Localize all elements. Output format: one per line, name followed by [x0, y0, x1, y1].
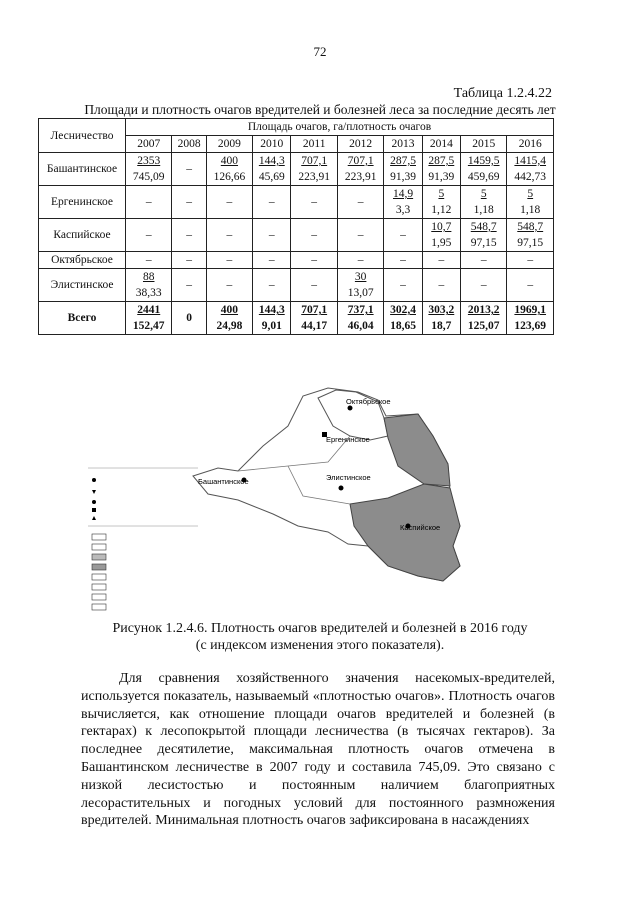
- year-header: 2010: [253, 136, 291, 153]
- forestry-name: Ергенинское: [39, 186, 126, 219]
- table-cell: [291, 252, 337, 269]
- single-value: –: [438, 279, 445, 291]
- area-value: 1459,5: [467, 155, 500, 167]
- single-value: –: [527, 254, 534, 266]
- table-row: [39, 269, 554, 302]
- table-cell: [337, 269, 383, 302]
- density-value: 97,15: [470, 237, 497, 249]
- area-value: 707,1: [301, 155, 328, 167]
- caption-line-1: Рисунок 1.2.4.6. Плотность очагов вредителей и болезней в 2016 году: [112, 621, 528, 636]
- pest-foci-table: [38, 118, 554, 335]
- table-cell: [460, 302, 506, 335]
- table-label: Таблица 1.2.4.22: [453, 86, 552, 101]
- single-value: –: [400, 254, 406, 266]
- table-cell: [172, 252, 206, 269]
- table-cell: [206, 269, 252, 302]
- page-number: 72: [313, 44, 327, 59]
- forestry-name: Каспийское: [39, 219, 126, 252]
- table-cell: [172, 219, 206, 252]
- forestry-name: Октябрьское: [39, 252, 126, 269]
- density-value: 1,12: [431, 204, 452, 216]
- area-value: 5: [438, 188, 445, 200]
- area-value: 287,5: [428, 155, 455, 167]
- table-cell: [291, 302, 337, 335]
- table-cell: [422, 153, 460, 186]
- table-cell: [384, 153, 422, 186]
- table-cell: [422, 252, 460, 269]
- table-cell: [291, 269, 337, 302]
- single-value: –: [527, 279, 534, 291]
- density-value: 125,07: [467, 320, 500, 332]
- single-value: –: [311, 279, 318, 291]
- single-value: 0: [186, 312, 192, 324]
- density-value: 38,33: [135, 287, 162, 299]
- area-value: 400: [220, 155, 239, 167]
- area-value: 144,3: [258, 155, 285, 167]
- marker-elistinskoe: [339, 486, 344, 491]
- table-cell: [126, 186, 172, 219]
- table-cell: [384, 252, 422, 269]
- table-cell: [253, 219, 291, 252]
- table-cell: [291, 219, 337, 252]
- table-cell: [507, 186, 554, 219]
- map-label-elistinskoe: Элистинское: [326, 473, 371, 482]
- area-value: 287,5: [390, 155, 416, 167]
- area-value: 10,7: [431, 221, 452, 233]
- density-value: 97,15: [517, 237, 544, 249]
- single-value: –: [226, 254, 233, 266]
- table-cell: [460, 269, 506, 302]
- area-value: 707,1: [347, 155, 374, 167]
- table-row: [39, 186, 554, 219]
- area-value: 400: [220, 304, 239, 316]
- table-cell: [507, 252, 554, 269]
- map-label-oktyabrskoe: Октябрьское: [346, 397, 391, 406]
- single-value: –: [311, 254, 318, 266]
- table-cell: [507, 153, 554, 186]
- table-cell: [422, 269, 460, 302]
- single-value: –: [357, 196, 364, 208]
- table-body: [39, 153, 554, 335]
- map-legend: [88, 468, 198, 610]
- area-value: 737,1: [347, 304, 374, 316]
- year-header: 2009: [206, 136, 252, 153]
- table-cell: [422, 302, 460, 335]
- table-cell: [206, 252, 252, 269]
- table-cell: [206, 219, 252, 252]
- table-cell: [172, 186, 206, 219]
- density-value: 1,18: [520, 204, 541, 216]
- figure-caption: [0, 620, 640, 654]
- table-cell: [384, 269, 422, 302]
- density-value: 13,07: [347, 287, 374, 299]
- map-label-kaspiyskoe: Каспийское: [400, 523, 441, 532]
- table-cell: [253, 186, 291, 219]
- area-value: 30: [354, 271, 367, 283]
- single-value: –: [186, 163, 192, 175]
- single-value: –: [480, 254, 487, 266]
- forestry-name: Башантинское: [39, 153, 126, 186]
- single-value: –: [357, 229, 364, 241]
- table-row: [39, 153, 554, 186]
- single-value: –: [186, 229, 192, 241]
- single-value: –: [145, 254, 152, 266]
- single-value: –: [400, 229, 406, 241]
- map-svg: [88, 376, 508, 616]
- table-cell: [253, 153, 291, 186]
- forestry-name: Элистинское: [39, 269, 126, 302]
- table-cell: [253, 302, 291, 335]
- single-value: –: [311, 229, 318, 241]
- table-cell: [384, 219, 422, 252]
- col-header-forestry: Лесничество: [39, 119, 126, 153]
- table-cell: [337, 153, 383, 186]
- single-value: –: [145, 229, 152, 241]
- table-cell: [126, 219, 172, 252]
- table-cell: [206, 153, 252, 186]
- area-value: 144,3: [258, 304, 285, 316]
- table-cell: [507, 219, 554, 252]
- single-value: –: [145, 196, 152, 208]
- table-cell: [337, 219, 383, 252]
- density-value: 9,01: [261, 320, 282, 332]
- density-value: 3,3: [395, 204, 411, 216]
- body-text: Для сравнения хозяйственного значения насекомых-вредителей, используется показатель, называемый «плотностью очагов». Плотность очагов вычисляется, как отношение площади очагов вредителей и болезней (в гектарах) к лесопокрытой площади лесничества (в тысячах гектаров). За последнее десятилетие, максимальная плотность очагов отмечена в Башантинском лесничестве в 2007 году и составила 745,09. Это связано с низкой лесистостью и постоянным наличием благоприятных лесорастительных и погодных условий для постоянного размножения вредителей. Минимальная плотность очагов зафиксирована в насаждениях: [81, 671, 555, 829]
- year-header: 2012: [337, 136, 383, 153]
- table-cell: [507, 269, 554, 302]
- area-value: 1415,4: [514, 155, 547, 167]
- density-value: 1,95: [431, 237, 452, 249]
- single-value: –: [268, 279, 275, 291]
- table-cell: [460, 252, 506, 269]
- table-cell: [384, 186, 422, 219]
- table-cell: [337, 186, 383, 219]
- table-cell: [291, 186, 337, 219]
- year-header: 2014: [422, 136, 460, 153]
- marker-oktyabrskoe: [348, 406, 353, 411]
- year-header: 2016: [507, 136, 554, 153]
- density-value: 24,98: [216, 320, 243, 332]
- table-cell: [422, 219, 460, 252]
- year-header: 2013: [384, 136, 422, 153]
- table-cell: [422, 186, 460, 219]
- table-cell: [126, 153, 172, 186]
- single-value: –: [357, 254, 364, 266]
- table-row: [39, 219, 554, 252]
- area-value: 2013,2: [467, 304, 500, 316]
- table-cell: [126, 252, 172, 269]
- density-value: 152,47: [132, 320, 165, 332]
- single-value: –: [268, 254, 275, 266]
- single-value: –: [186, 254, 192, 266]
- total-row: [39, 302, 554, 335]
- table-cell: [126, 302, 172, 335]
- single-value: –: [186, 279, 192, 291]
- table-cell: [291, 153, 337, 186]
- density-value: 18,65: [390, 320, 416, 332]
- density-value: 126,66: [213, 171, 246, 183]
- table-cell: [337, 252, 383, 269]
- area-value: 302,4: [390, 304, 416, 316]
- area-value: 88: [142, 271, 155, 283]
- table-cell: [172, 302, 206, 335]
- table-cell: [172, 153, 206, 186]
- density-value: 459,69: [467, 171, 500, 183]
- area-value: 5: [527, 188, 534, 200]
- density-value: 18,7: [431, 320, 452, 332]
- density-value: 91,39: [428, 171, 455, 183]
- table-cell: [253, 269, 291, 302]
- table-title: Площади и плотность очагов вредителей и болезней леса за последние десять лет: [84, 102, 556, 117]
- single-value: –: [400, 279, 406, 291]
- forestry-name: Всего: [39, 302, 126, 335]
- single-value: –: [268, 196, 275, 208]
- single-value: –: [268, 229, 275, 241]
- area-value: 1969,1: [514, 304, 547, 316]
- density-value: 745,09: [132, 171, 165, 183]
- table-cell: [384, 302, 422, 335]
- density-value: 442,73: [514, 171, 547, 183]
- area-value: 707,1: [301, 304, 328, 316]
- density-value: 123,69: [514, 320, 547, 332]
- year-header: 2015: [460, 136, 506, 153]
- density-value: 45,69: [258, 171, 285, 183]
- caption-line-2: (с индексом изменения этого показателя).: [195, 638, 445, 653]
- table-cell: [172, 269, 206, 302]
- table-row: [39, 252, 554, 269]
- table-cell: [126, 269, 172, 302]
- table-cell: [460, 153, 506, 186]
- table-cell: [460, 219, 506, 252]
- table-cell: [253, 252, 291, 269]
- single-value: –: [311, 196, 318, 208]
- body-paragraph: [81, 670, 555, 830]
- area-value: 5: [480, 188, 487, 200]
- col-header-group: Площадь очагов, га/плотность очагов: [126, 119, 554, 136]
- area-value: 548,7: [470, 221, 497, 233]
- density-value: 46,04: [347, 320, 374, 332]
- density-value: 223,91: [298, 171, 330, 183]
- single-value: –: [186, 196, 192, 208]
- area-value: 548,7: [517, 221, 544, 233]
- map-label-bashantinskoe: Башантинское: [198, 477, 249, 486]
- map-label-ergeninskoe: Ергенинское: [326, 435, 370, 444]
- table-cell: [507, 302, 554, 335]
- density-value: 44,17: [301, 320, 328, 332]
- year-header: 2007: [126, 136, 172, 153]
- area-value: 14,9: [392, 188, 414, 200]
- area-value: 303,2: [428, 304, 455, 316]
- table-cell: [337, 302, 383, 335]
- single-value: –: [438, 254, 445, 266]
- area-value: 2441: [137, 304, 161, 316]
- density-value: 91,39: [390, 171, 416, 183]
- single-value: –: [480, 279, 487, 291]
- single-value: –: [226, 196, 233, 208]
- single-value: –: [226, 279, 233, 291]
- year-header: 2008: [172, 136, 206, 153]
- table-cell: [206, 302, 252, 335]
- area-value: 2353: [137, 155, 161, 167]
- forestry-density-map: [88, 376, 508, 616]
- table-cell: [460, 186, 506, 219]
- density-value: 223,91: [344, 171, 377, 183]
- single-value: –: [226, 229, 233, 241]
- density-value: 1,18: [473, 204, 494, 216]
- table-cell: [206, 186, 252, 219]
- year-header: 2011: [291, 136, 337, 153]
